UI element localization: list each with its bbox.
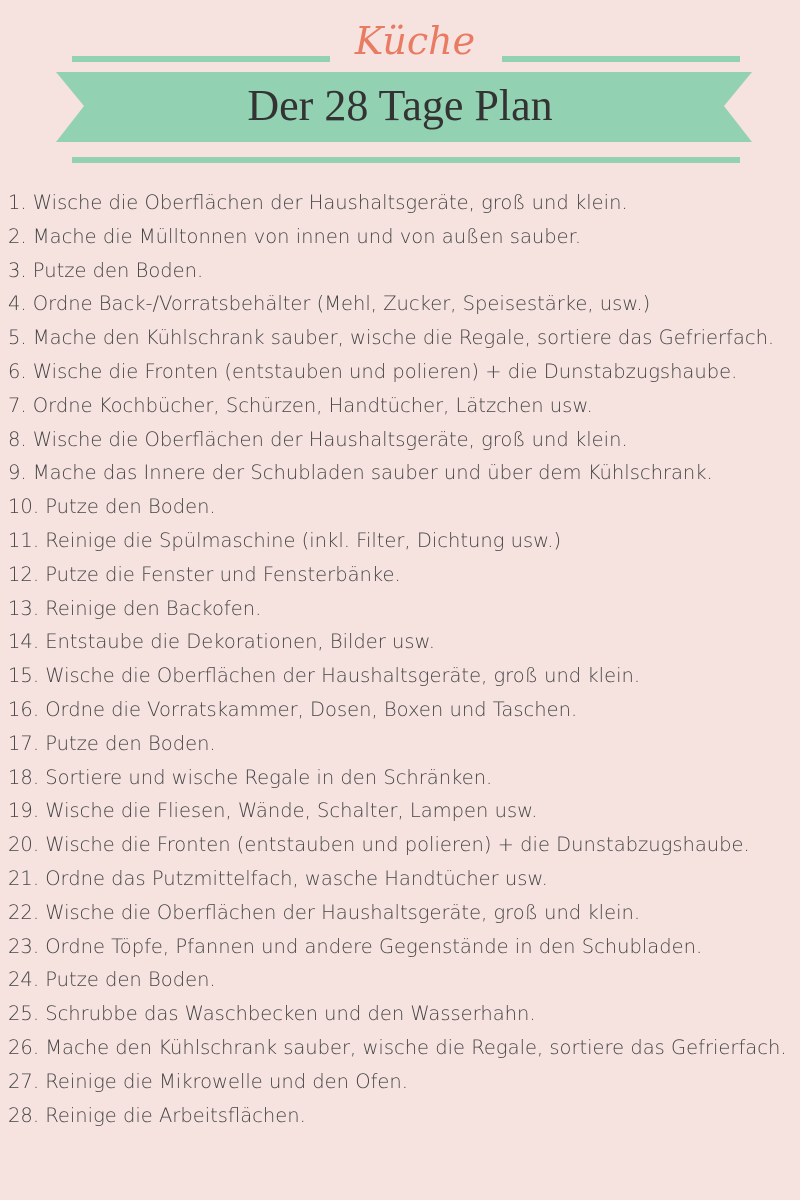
task-item: 13. Reinige den Backofen. <box>8 596 262 620</box>
task-item: 16. Ordne die Vorratskammer, Dosen, Boxen und Taschen. <box>8 697 578 721</box>
bottom-line <box>72 157 740 163</box>
top-line-left <box>72 56 330 62</box>
task-item: 10. Putze den Boden. <box>8 495 216 519</box>
top-line-right <box>502 56 740 62</box>
kicker-text: Küche <box>354 19 476 63</box>
task-item: 19. Wische die Fliesen, Wände, Schalter, Lampen usw. <box>8 799 538 823</box>
task-item: 17. Putze den Boden. <box>8 731 216 755</box>
page-title: Der 28 Tage Plan <box>247 81 553 130</box>
task-item: 9. Mache das Innere der Schubladen sauber und über dem Kühlschrank. <box>8 461 713 485</box>
task-item: 3. Putze den Boden. <box>8 258 204 282</box>
task-list <box>8 186 798 1132</box>
header-banner <box>0 0 800 180</box>
task-item: 27. Reinige die Mikrowelle und den Ofen. <box>8 1069 408 1093</box>
task-item: 25. Schrubbe das Waschbecken und den Wasserhahn. <box>8 1002 536 1026</box>
task-item: 15. Wische die Oberflächen der Haushaltsgeräte, groß und klein. <box>8 664 641 688</box>
task-item: 26. Mache den Kühlschrank sauber, wische die Regale, sortiere das Gefrierfach. <box>8 1035 787 1059</box>
task-item: 4. Ordne Back-/Vorratsbehälter (Mehl, Zucker, Speisestärke, usw.) <box>8 292 651 316</box>
task-item: 1. Wische die Oberflächen der Haushaltsgeräte, groß und klein. <box>8 191 628 214</box>
task-item: 5. Mache den Kühlschrank sauber, wische die Regale, sortiere das Gefrierfach. <box>8 326 775 350</box>
task-item: 7. Ordne Kochbücher, Schürzen, Handtücher, Lätzchen usw. <box>8 393 593 417</box>
task-item: 2. Mache die Mülltonnen von innen und von außen sauber. <box>8 224 582 248</box>
task-item: 8. Wische die Oberflächen der Haushaltsgeräte, groß und klein. <box>8 427 628 451</box>
task-item: 18. Sortiere und wische Regale in den Schränken. <box>8 765 493 789</box>
task-item: 23. Ordne Töpfe, Pfannen und andere Gegenstände in den Schubladen. <box>8 934 703 958</box>
task-item: 6. Wische die Fronten (entstauben und polieren) + die Dunstabzugshaube. <box>8 359 738 383</box>
task-item: 28. Reinige die Arbeitsflächen. <box>8 1103 306 1127</box>
task-item: 21. Ordne das Putzmittelfach, wasche Handtücher usw. <box>8 866 548 890</box>
task-item: 12. Putze die Fenster und Fensterbänke. <box>8 562 401 586</box>
task-item: 20. Wische die Fronten (entstauben und polieren) + die Dunstabzugshaube. <box>8 833 750 857</box>
task-item: 24. Putze den Boden. <box>8 968 216 992</box>
task-item: 14. Entstaube die Dekorationen, Bilder usw. <box>8 630 435 654</box>
task-item: 11. Reinige die Spülmaschine (inkl. Filter, Dichtung usw.) <box>8 528 562 552</box>
task-item: 22. Wische die Oberflächen der Haushaltsgeräte, groß und klein. <box>8 900 641 924</box>
